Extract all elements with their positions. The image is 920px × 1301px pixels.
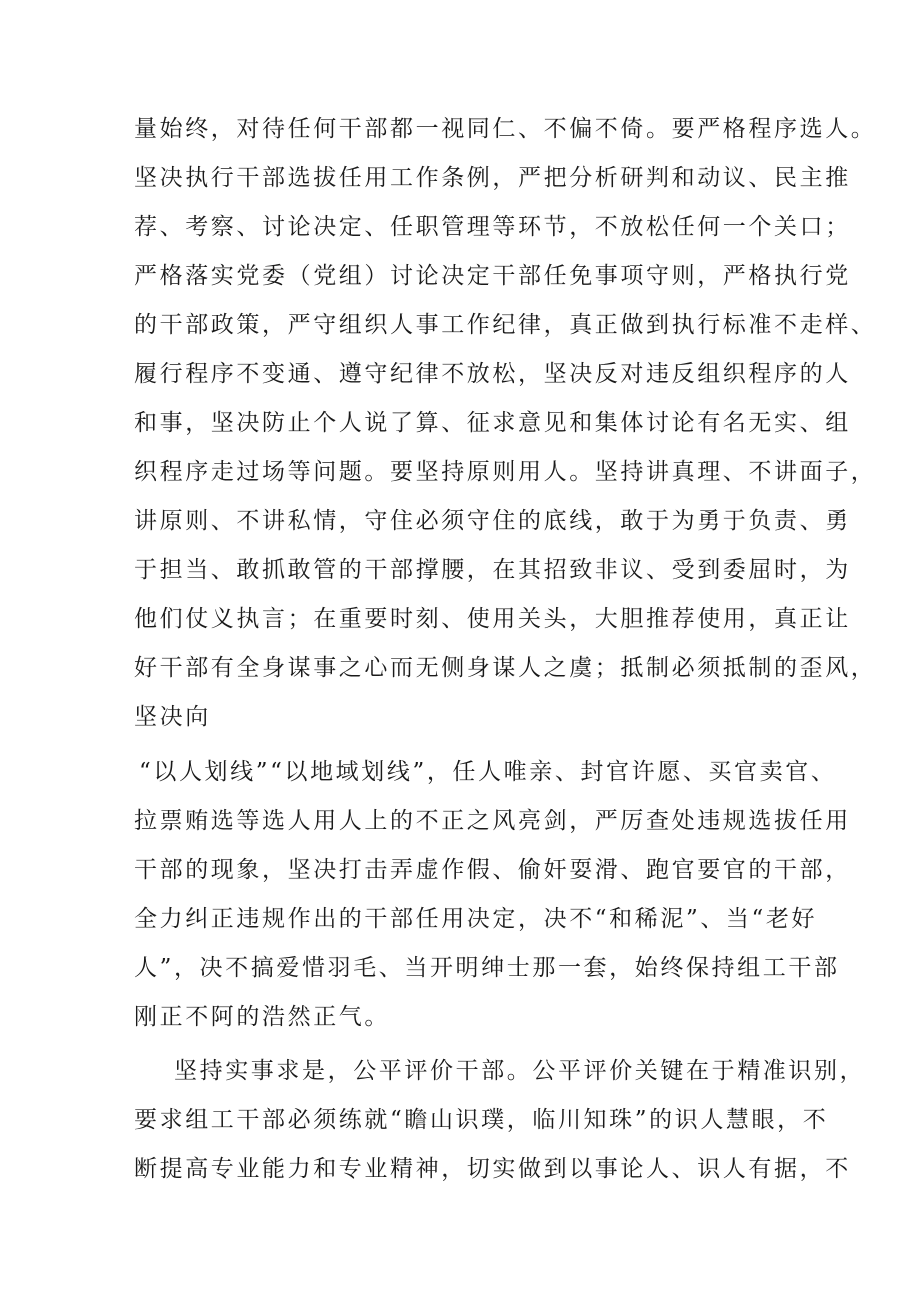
text-line: 于担当、敢抓敢管的干部撑腰，在其招致非议、受到委屈时，为 [134, 557, 851, 583]
text-line: 荐、考察、讨论决定、任职管理等环节，不放松任何一个关口； [134, 214, 851, 240]
text-line: 严格落实党委（党组）讨论决定干部任免事项守则，严格执行党 [134, 263, 851, 289]
text-line: 讲原则、不讲私情，守住必须守住的底线，敢于为勇于负责、勇 [134, 508, 851, 534]
text-line: 他们仗义执言；在重要时刻、使用关头，大胆推荐使用，真正让 [134, 606, 851, 632]
text-line: 坚决向 [134, 704, 211, 730]
text-line: 拉票贿选等选人用人上的不正之风亮剑，严厉查处违规选拔任用 [134, 808, 851, 834]
text-line: 全力纠正违规作出的干部任用决定，决不“和稀泥”、当“老好 [134, 906, 818, 932]
text-line: 履行程序不变通、遵守纪律不放松，坚决反对违反组织程序的人 [134, 361, 851, 387]
text-line: 好干部有全身谋事之心而无侧身谋人之虞；抵制必须抵制的歪风， [134, 655, 877, 681]
text-line: 干部的现象，坚决打击弄虚作假、偷奸耍滑、跑官要官的干部， [134, 857, 851, 883]
text-line: 坚决执行干部选拔任用工作条例，严把分析研判和动议、民主推 [134, 165, 851, 191]
text-line: 人”，决不搞爱惜羽毛、当开明绅士那一套，始终保持组工干部 [134, 955, 840, 981]
text-line: 要求组工干部必须练就“瞻山识璞，临川知珠”的识人慧眼，不 [134, 1107, 829, 1133]
text-line: 断提高专业能力和专业精神，切实做到以事论人、识人有据，不 [134, 1156, 851, 1182]
paragraph-first-line: 坚持实事求是，公平评价干部。公平评价关键在于精准识别， [174, 1058, 866, 1084]
text-line: 织程序走过场等问题。要坚持原则用人。坚持讲真理、不讲面子， [134, 459, 877, 485]
text-line: 和事，坚决防止个人说了算、征求意见和集体讨论有名无实、组 [134, 410, 851, 436]
text-line: 量始终，对待任何干部都一视同仁、不偏不倚。要严格程序选人。 [134, 116, 877, 142]
text-line: 刚正不阿的浩然正气。 [134, 1004, 390, 1030]
text-line: 的干部政策，严守组织人事工作纪律，真正做到执行标准不走样、 [134, 312, 877, 338]
text-line: “以人划线”“以地域划线”，任人唯亲、封官许愿、买官卖官、 [139, 759, 837, 785]
